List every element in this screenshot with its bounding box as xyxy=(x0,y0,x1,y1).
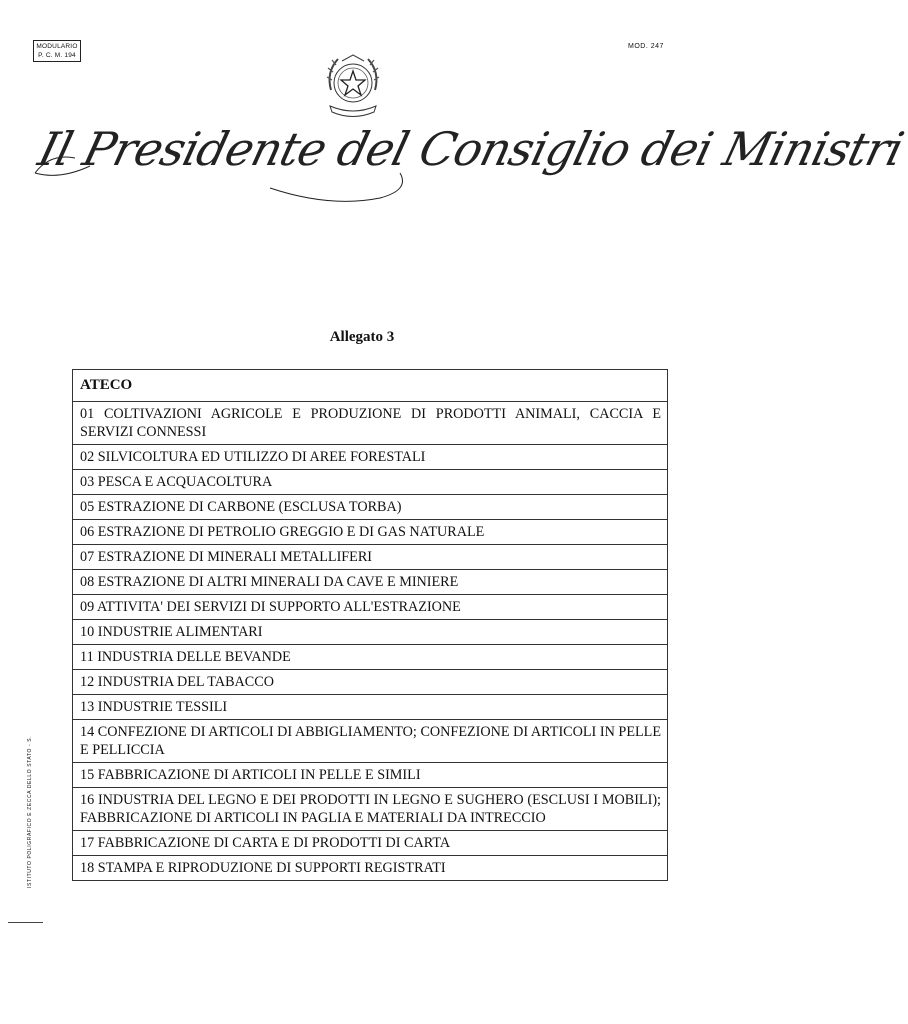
ateco-table xyxy=(72,369,668,881)
table-row: 17 FABBRICAZIONE DI CARTA E DI PRODOTTI DI CARTA xyxy=(73,830,667,855)
printer-imprint xyxy=(27,728,37,888)
table-row: 11 INDUSTRIA DELLE BEVANDE xyxy=(73,644,667,669)
table-row: 09 ATTIVITA' DEI SERVIZI DI SUPPORTO ALL'ESTRAZIONE xyxy=(73,594,667,619)
table-row: 02 SILVICOLTURA ED UTILIZZO DI AREE FORESTALI xyxy=(73,444,667,469)
allegato-title: Allegato 3 xyxy=(329,329,395,345)
table-row: 05 ESTRAZIONE DI CARBONE (ESCLUSA TORBA) xyxy=(73,494,667,519)
table-row: 03 PESCA E ACQUACOLTURA xyxy=(73,469,667,494)
pcm-code: P. C. M. 194 xyxy=(38,52,76,59)
ateco-header: ATECO xyxy=(80,377,133,393)
printer-imprint-text: ISTITUTO POLIGRAFICO E ZECCA DELLO STATO - S. xyxy=(27,735,33,888)
table-row: 12 INDUSTRIA DEL TABACCO xyxy=(73,669,667,694)
table-row: 01 COLTIVAZIONI AGRICOLE E PRODUZIONE DI PRODOTTI ANIMALI, CACCIA E SERVIZI CONNESSI xyxy=(73,401,667,444)
table-row: 13 INDUSTRIE TESSILI xyxy=(73,694,667,719)
table-row: 14 CONFEZIONE DI ARTICOLI DI ABBIGLIAMENTO; CONFEZIONE DI ARTICOLI IN PELLE E PELLICCIA xyxy=(73,719,667,762)
table-row: 07 ESTRAZIONE DI MINERALI METALLIFERI xyxy=(73,544,667,569)
table-row: 06 ESTRAZIONE DI PETROLIO GREGGIO E DI GAS NATURALE xyxy=(73,519,667,544)
table-row: 10 INDUSTRIE ALIMENTARI xyxy=(73,619,667,644)
modulario-box xyxy=(33,40,81,62)
table-row: 08 ESTRAZIONE DI ALTRI MINERALI DA CAVE E MINIERE xyxy=(73,569,667,594)
margin-mark xyxy=(8,922,43,923)
table-row: 15 FABBRICAZIONE DI ARTICOLI IN PELLE E SIMILI xyxy=(73,762,667,787)
mod-number: MOD. 247 xyxy=(628,43,664,50)
table-row: 18 STAMPA E RIPRODUZIONE DI SUPPORTI REGISTRATI xyxy=(73,855,667,880)
italian-republic-emblem-icon xyxy=(318,50,388,122)
president-heading: Il Presidente del Consiglio dei Ministri xyxy=(33,122,908,176)
modulario-label: MODULARIO xyxy=(36,43,78,50)
table-row: 16 INDUSTRIA DEL LEGNO E DEI PRODOTTI IN LEGNO E SUGHERO (ESCLUSI I MOBILI); FABBRICAZIONE DI ARTICOLI IN PAGLIA E MATERIALI DA INTRECCIO xyxy=(73,787,667,830)
